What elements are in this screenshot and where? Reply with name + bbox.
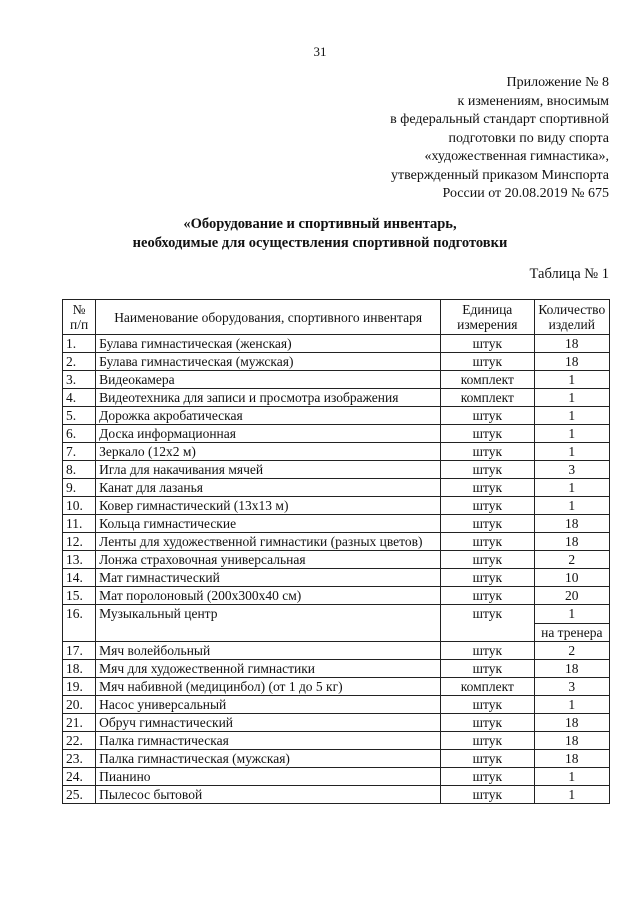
table-row bbox=[63, 389, 610, 407]
title-line: необходимые для осуществления спортивной подготовки bbox=[132, 235, 508, 251]
row-quantity: 18 bbox=[534, 750, 609, 768]
row-number: 6. bbox=[63, 425, 96, 443]
row-item-name: Доска информационная bbox=[96, 425, 441, 443]
appendix-line: России от 20.08.2019 № 675 bbox=[442, 186, 609, 201]
table-row bbox=[63, 696, 610, 714]
row-item-name: Дорожка акробатическая bbox=[96, 407, 441, 425]
row-number: 2. bbox=[63, 353, 96, 371]
row-item-name: Обруч гимнастический bbox=[96, 714, 441, 732]
row-quantity: 18 bbox=[534, 714, 609, 732]
row-quantity-note: на тренера bbox=[535, 623, 609, 640]
appendix-line: подготовки по виду спорта bbox=[448, 130, 609, 146]
row-item-name: Палка гимнастическая bbox=[96, 732, 441, 750]
row-quantity-value: 1 bbox=[568, 606, 576, 621]
row-item-name: Насос универсальный bbox=[96, 696, 441, 714]
row-number: 8. bbox=[63, 461, 96, 479]
appendix-line: Приложение № 8 bbox=[506, 75, 609, 90]
row-quantity: 18 bbox=[534, 533, 609, 551]
row-number: 24. bbox=[63, 768, 96, 786]
row-number: 20. bbox=[63, 696, 96, 714]
row-quantity: 1 bbox=[534, 768, 609, 786]
table-row bbox=[63, 479, 610, 497]
row-item-name: Мат гимнастический bbox=[96, 569, 441, 587]
table-row bbox=[63, 497, 610, 515]
row-quantity bbox=[534, 605, 609, 642]
table-row bbox=[63, 786, 610, 804]
header-name: Наименование оборудования, спортивного инвентаря bbox=[96, 300, 441, 335]
row-number: 21. bbox=[63, 714, 96, 732]
row-quantity: 1 bbox=[534, 371, 609, 389]
row-number: 1. bbox=[63, 335, 96, 353]
table-row bbox=[63, 425, 610, 443]
row-quantity: 1 bbox=[534, 389, 609, 407]
table-row bbox=[63, 678, 610, 696]
row-number: 19. bbox=[63, 678, 96, 696]
row-unit: штук bbox=[441, 768, 535, 786]
row-item-name: Мяч для художественной гимнастики bbox=[96, 660, 441, 678]
table-row bbox=[63, 605, 610, 642]
row-unit: штук bbox=[441, 479, 535, 497]
document-title bbox=[0, 215, 640, 253]
row-quantity: 1 bbox=[534, 407, 609, 425]
row-unit: комплект bbox=[441, 389, 535, 407]
row-unit: штук bbox=[441, 732, 535, 750]
row-number: 23. bbox=[63, 750, 96, 768]
row-item-name: Видеокамера bbox=[96, 371, 441, 389]
appendix-line: «художественная гимнастика», bbox=[424, 149, 609, 164]
row-unit: штук bbox=[441, 660, 535, 678]
row-item-name: Зеркало (12x2 м) bbox=[96, 443, 441, 461]
row-number: 22. bbox=[63, 732, 96, 750]
table-row bbox=[63, 551, 610, 569]
equipment-table bbox=[62, 299, 610, 804]
row-quantity: 1 bbox=[534, 443, 609, 461]
row-number: 3. bbox=[63, 371, 96, 389]
table-row bbox=[63, 335, 610, 353]
row-number: 12. bbox=[63, 533, 96, 551]
row-unit: штук bbox=[441, 786, 535, 804]
appendix-line: к изменениям, вносимым bbox=[457, 93, 609, 109]
row-unit: штук bbox=[441, 569, 535, 587]
row-quantity: 18 bbox=[534, 335, 609, 353]
row-unit: штук bbox=[441, 461, 535, 479]
row-quantity: 10 bbox=[534, 569, 609, 587]
row-unit: штук bbox=[441, 714, 535, 732]
row-item-name: Мяч волейбольный bbox=[96, 642, 441, 660]
row-number: 11. bbox=[63, 515, 96, 533]
row-item-name: Пианино bbox=[96, 768, 441, 786]
row-item-name: Видеотехника для записи и просмотра изображения bbox=[96, 389, 441, 407]
table-row bbox=[63, 750, 610, 768]
row-quantity: 18 bbox=[534, 732, 609, 750]
row-number: 14. bbox=[63, 569, 96, 587]
row-item-name: Игла для накачивания мячей bbox=[96, 461, 441, 479]
table-row bbox=[63, 768, 610, 786]
table-row bbox=[63, 515, 610, 533]
appendix-line: в федеральный стандарт спортивной bbox=[390, 112, 609, 127]
header-num: № п/п bbox=[63, 300, 96, 335]
row-number: 10. bbox=[63, 497, 96, 515]
table-header-row bbox=[63, 300, 610, 335]
row-quantity: 1 bbox=[534, 786, 609, 804]
row-item-name: Канат для лазанья bbox=[96, 479, 441, 497]
row-number: 25. bbox=[63, 786, 96, 804]
row-unit: штук bbox=[441, 533, 535, 551]
row-item-name: Булава гимнастическая (мужская) bbox=[96, 353, 441, 371]
table-row bbox=[63, 461, 610, 479]
row-unit: штук bbox=[441, 443, 535, 461]
row-quantity: 18 bbox=[534, 515, 609, 533]
appendix-header bbox=[390, 74, 609, 204]
title-line: «Оборудование и спортивный инвентарь, bbox=[183, 216, 457, 232]
row-quantity: 1 bbox=[534, 425, 609, 443]
row-quantity: 2 bbox=[534, 551, 609, 569]
row-number: 15. bbox=[63, 587, 96, 605]
table-row bbox=[63, 714, 610, 732]
row-item-name: Мат поролоновый (200x300x40 см) bbox=[96, 587, 441, 605]
table-label: Таблица № 1 bbox=[529, 266, 609, 282]
row-item-name: Палка гимнастическая (мужская) bbox=[96, 750, 441, 768]
table-row bbox=[63, 443, 610, 461]
table-row bbox=[63, 660, 610, 678]
row-item-name: Мяч набивной (медицинбол) (от 1 до 5 кг) bbox=[96, 678, 441, 696]
row-quantity: 18 bbox=[534, 353, 609, 371]
row-unit: комплект bbox=[441, 371, 535, 389]
table-row bbox=[63, 533, 610, 551]
row-number: 17. bbox=[63, 642, 96, 660]
row-unit: штук bbox=[441, 696, 535, 714]
row-unit: штук bbox=[441, 335, 535, 353]
row-quantity: 2 bbox=[534, 642, 609, 660]
table-row bbox=[63, 732, 610, 750]
table-row bbox=[63, 642, 610, 660]
row-item-name: Ленты для художественной гимнастики (разных цветов) bbox=[96, 533, 441, 551]
table-row bbox=[63, 587, 610, 605]
row-number: 18. bbox=[63, 660, 96, 678]
row-unit: штук bbox=[441, 605, 535, 642]
table-row bbox=[63, 407, 610, 425]
row-number: 4. bbox=[63, 389, 96, 407]
page-number: 31 bbox=[313, 44, 327, 59]
table-row bbox=[63, 371, 610, 389]
row-quantity: 1 bbox=[534, 497, 609, 515]
row-item-name: Ковер гимнастический (13x13 м) bbox=[96, 497, 441, 515]
row-item-name: Булава гимнастическая (женская) bbox=[96, 335, 441, 353]
row-unit: комплект bbox=[441, 678, 535, 696]
header-unit: Единица измерения bbox=[441, 300, 535, 335]
header-qty: Количество изделий bbox=[534, 300, 609, 335]
row-quantity: 20 bbox=[534, 587, 609, 605]
appendix-line: утвержденный приказом Минспорта bbox=[390, 167, 609, 183]
table-body bbox=[63, 335, 610, 804]
row-item-name: Лонжа страховочная универсальная bbox=[96, 551, 441, 569]
row-number: 9. bbox=[63, 479, 96, 497]
row-unit: штук bbox=[441, 515, 535, 533]
row-number: 13. bbox=[63, 551, 96, 569]
row-item-name: Кольца гимнастические bbox=[96, 515, 441, 533]
row-item-name: Музыкальный центр bbox=[96, 605, 441, 642]
row-quantity: 3 bbox=[534, 461, 609, 479]
row-unit: штук bbox=[441, 407, 535, 425]
row-quantity: 1 bbox=[534, 479, 609, 497]
row-number: 7. bbox=[63, 443, 96, 461]
row-quantity: 3 bbox=[534, 678, 609, 696]
row-item-name: Пылесос бытовой bbox=[96, 786, 441, 804]
row-unit: штук bbox=[441, 497, 535, 515]
row-quantity: 18 bbox=[534, 660, 609, 678]
row-unit: штук bbox=[441, 587, 535, 605]
row-unit: штук bbox=[441, 551, 535, 569]
row-quantity: 1 bbox=[534, 696, 609, 714]
row-unit: штук bbox=[441, 642, 535, 660]
row-number: 5. bbox=[63, 407, 96, 425]
table-row bbox=[63, 569, 610, 587]
table-row bbox=[63, 353, 610, 371]
row-unit: штук bbox=[441, 425, 535, 443]
row-unit: штук bbox=[441, 353, 535, 371]
row-number: 16. bbox=[63, 605, 96, 642]
row-unit: штук bbox=[441, 750, 535, 768]
